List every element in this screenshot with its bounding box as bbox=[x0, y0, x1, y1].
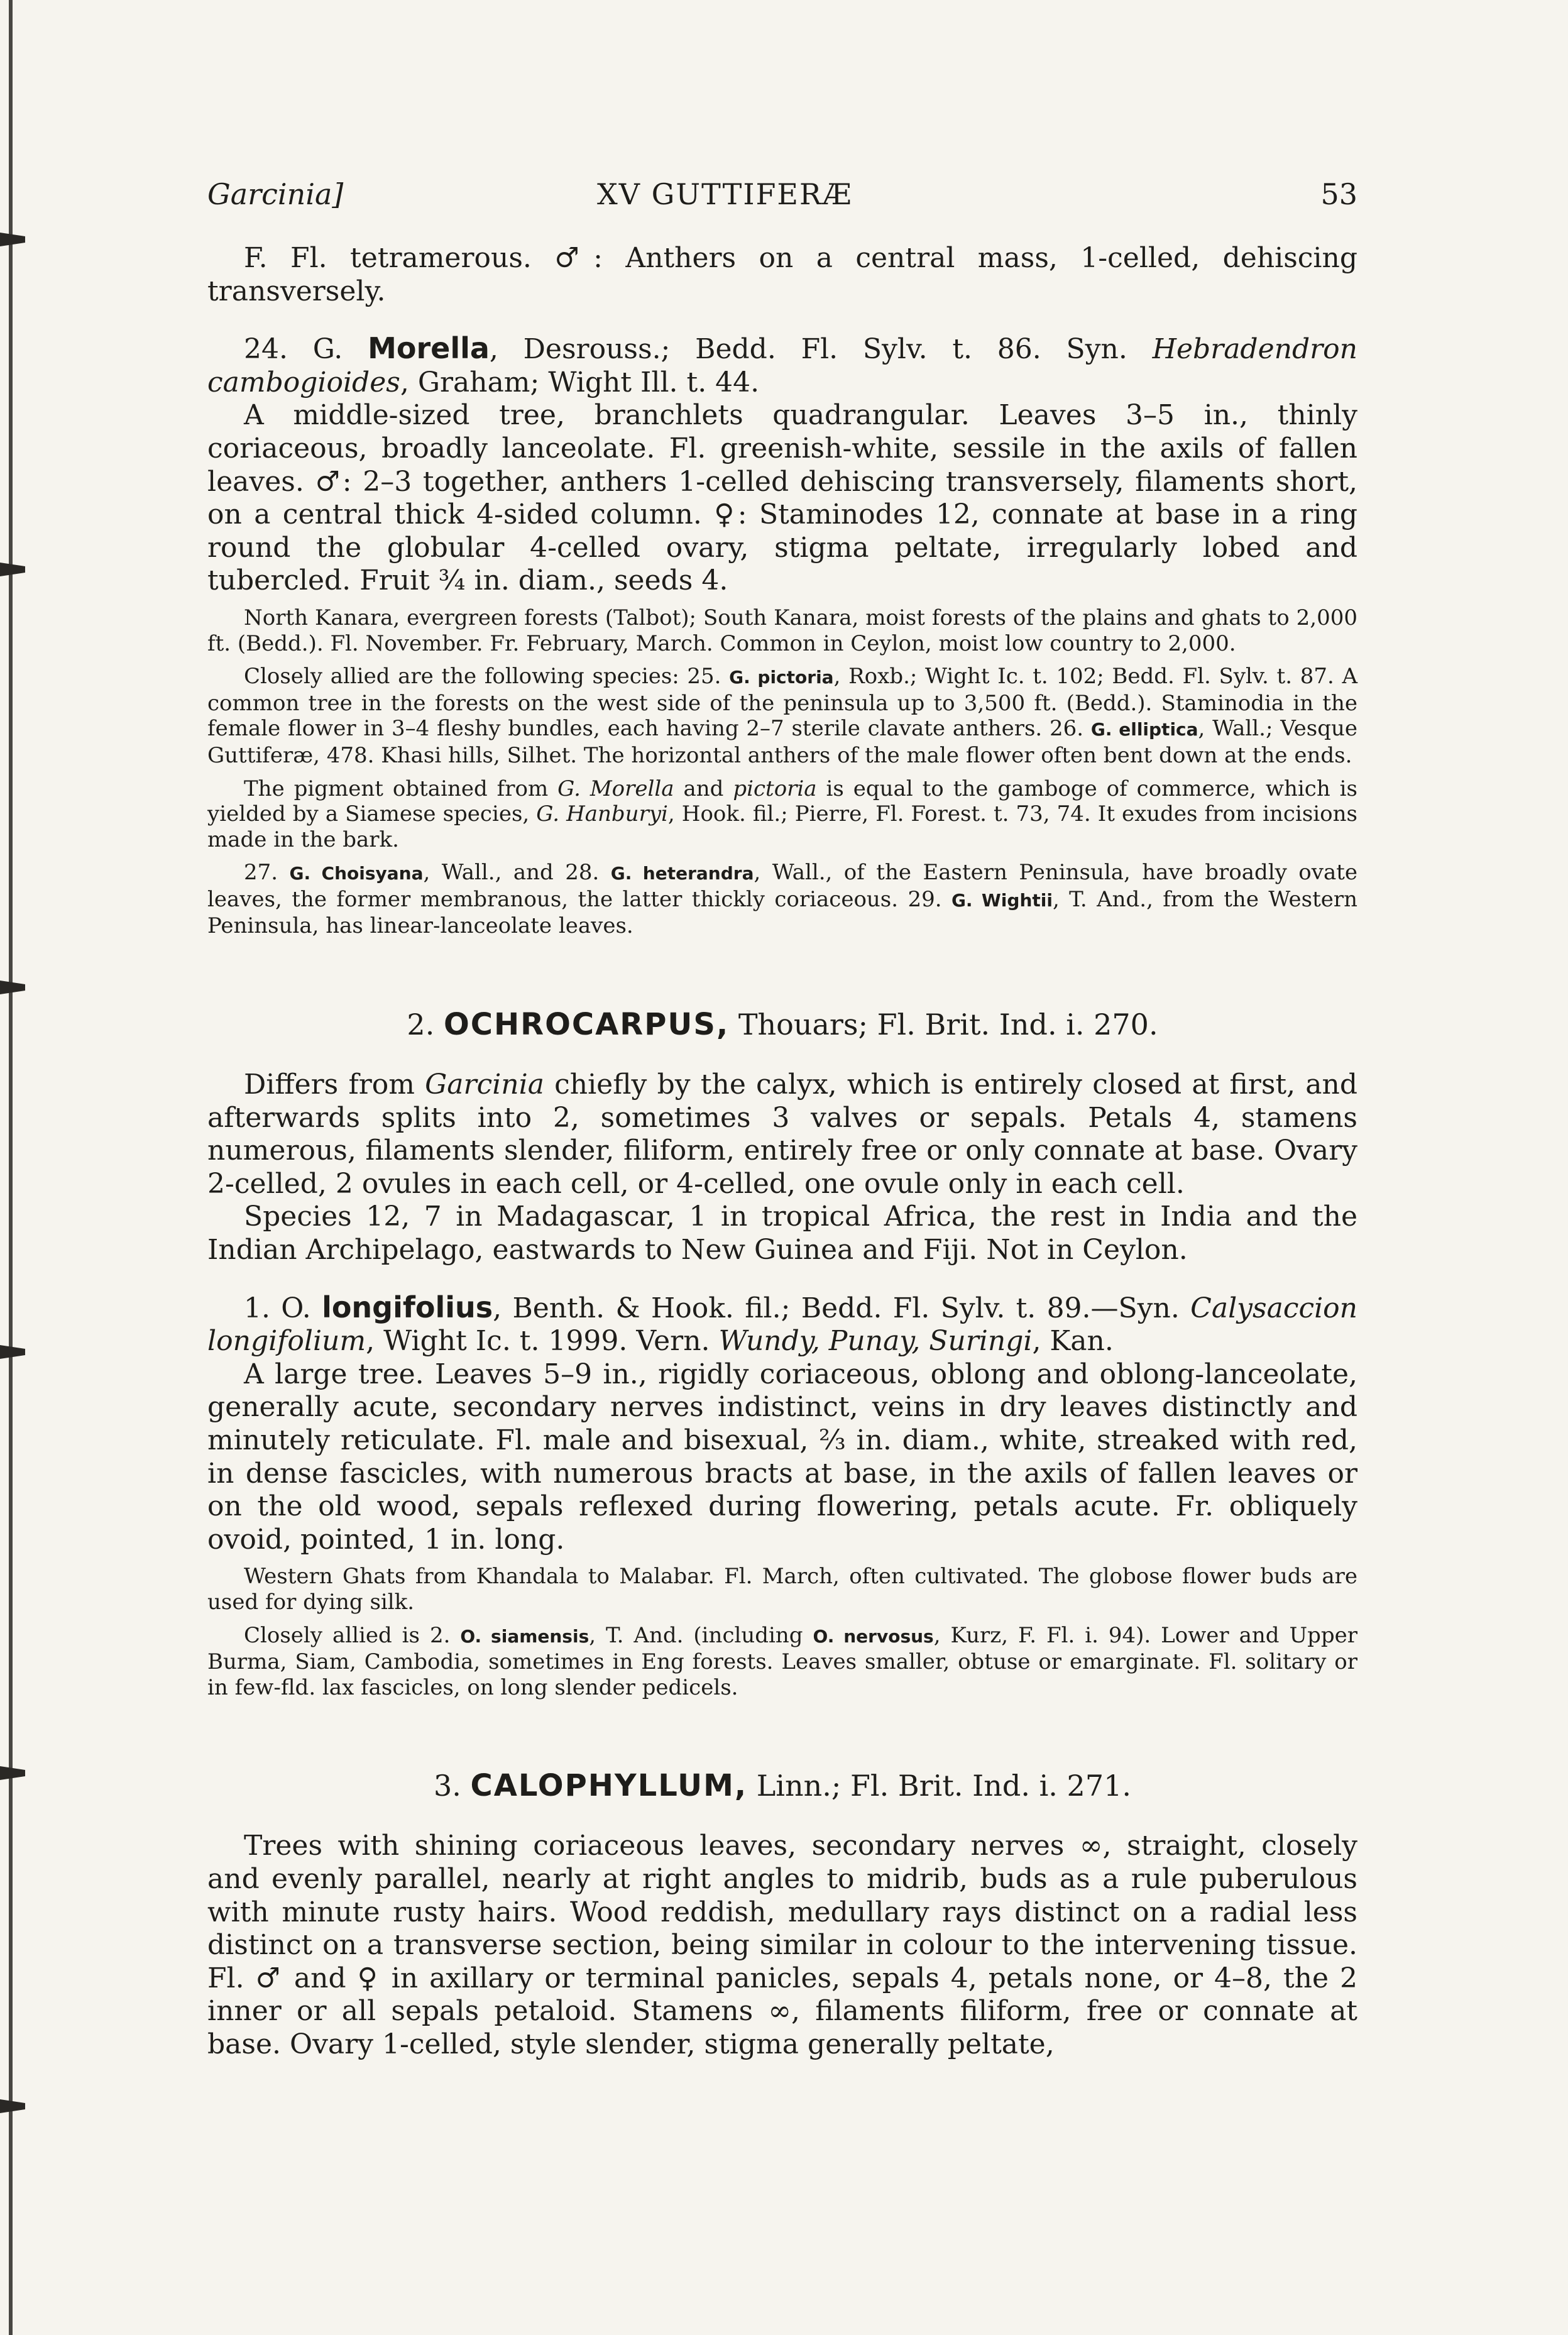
species-name: pictoria bbox=[733, 776, 817, 801]
binding-tab-mark bbox=[0, 563, 25, 576]
species-number: 1. O. bbox=[244, 1292, 311, 1324]
header-genus: Garcinia] bbox=[207, 177, 344, 211]
species-o-longifolius-heading bbox=[207, 1291, 1357, 1358]
species-name: longifolius bbox=[322, 1290, 493, 1324]
species-name: Morella bbox=[368, 331, 490, 366]
binding-tab-mark bbox=[0, 2099, 25, 2113]
note-text: , Hook. fil.; Pierre, Fl. Forest. t. 73, 74. It exudes from incisions made in the bark. bbox=[207, 801, 1357, 852]
binding-tab-mark bbox=[0, 981, 25, 994]
page-body bbox=[207, 242, 1357, 2062]
species-name: G. pictoria bbox=[729, 667, 834, 688]
note-text: , T. And. (including bbox=[589, 1622, 813, 1648]
genus-citation: Linn.; Fl. Brit. Ind. i. 271. bbox=[747, 1769, 1131, 1803]
species-name: G. Morella bbox=[557, 776, 674, 801]
species-citation: , Desrouss.; Bedd. Fl. Sylv. t. 86. Syn. bbox=[489, 333, 1153, 366]
vernacular-names: Wundy, Punay, Suringi bbox=[718, 1325, 1033, 1358]
species-name: O. siamensis bbox=[460, 1625, 589, 1647]
note-text: is equal to the gamboge of commerce, which is yielded by a Siamese species, bbox=[207, 776, 1357, 827]
garcinia-flower-note: F. Fl. tetramerous. ♂: Anthers on a central mass, 1-celled, dehiscing transversely. bbox=[207, 242, 1357, 307]
running-header bbox=[207, 177, 1357, 215]
binding-edge bbox=[9, 0, 13, 2335]
species-name: G. elliptica bbox=[1090, 719, 1198, 740]
page-number: 53 bbox=[1320, 177, 1357, 211]
species-citation: , Wight Ic. t. 1999. Vern. bbox=[366, 1325, 719, 1358]
genus-2-description bbox=[207, 1069, 1357, 1200]
genus-name: CALOPHYLLUM, bbox=[470, 1768, 748, 1804]
note-text: Closely allied is 2. bbox=[244, 1622, 461, 1648]
allied-species-note bbox=[207, 664, 1357, 768]
note-text: 27. bbox=[244, 860, 290, 886]
species-citation: , Benth. & Hook. fil.; Bedd. Fl. Sylv. t. 89.—Syn. bbox=[493, 1292, 1191, 1324]
genus-3-description: Trees with shining coriaceous leaves, secondary nerves ∞, straight, closely and evenly parallel, nearly at right angles to midrib, buds as a rule puberulous with minute rusty hairs. Wood reddish, medullary rays distinct on a radial less distinct on a transverse section, being similar in colour to the intervening tissue. Fl. ♂ and ♀ in axillary or terminal panicles, sepals 4, petals none, or 4–8, the 2 inner or all sepals petaloid. Stamens ∞, filaments filiform, free or connate at base. Ovary 1-celled, style slender, stigma generally peltate, bbox=[207, 1830, 1357, 2060]
species-name: O. nervosus bbox=[813, 1625, 934, 1647]
genus-reference: Garcinia bbox=[425, 1069, 544, 1101]
note-text: , Wall.; Vesque Guttiferæ, 478. Khasi hills, Silhet. The horizontal anthers of the male flower often bent down at the ends. bbox=[207, 716, 1357, 768]
note-text: , Kurz, F. Fl. i. 94). Lower and Upper Burma, Siam, Cambodia, sometimes in Eng forests. Leaves smaller, obtuse or emarginate. Fl. solitary or in few-fld. lax fascicles, on long slender pedicels. bbox=[207, 1622, 1358, 1700]
synonym: Hebradendron cambogioides bbox=[207, 333, 1357, 398]
desc-text: Differs from bbox=[244, 1069, 425, 1101]
ochrocarpus-allied-note bbox=[207, 1623, 1357, 1701]
binding-tab-mark bbox=[0, 1766, 25, 1780]
species-name: G. Choisyana bbox=[289, 863, 424, 884]
note-text: Closely allied are the following species: 25. bbox=[244, 664, 730, 690]
species-24-heading bbox=[207, 332, 1357, 399]
note-text: , Wall., of the Eastern Peninsula, have broadly ovate leaves, the former membranous, the latter thickly coriaceous. 29. bbox=[207, 860, 1358, 912]
species-o-longifolius-distribution: Western Ghats from Khandala to Malabar. Fl. March, often cultivated. The globose flower buds are used for dying silk. bbox=[207, 1564, 1357, 1615]
genus-2-heading bbox=[207, 1007, 1357, 1042]
genus-2-species-range: Species 12, 7 in Madagascar, 1 in tropical Africa, the rest in India and the Indian Archipelago, eastwards to New Guinea and Fiji. Not in Ceylon. bbox=[207, 1200, 1357, 1266]
note-text: The pigment obtained from bbox=[244, 776, 558, 801]
genus-number: 3. bbox=[434, 1769, 461, 1803]
note-text: , Roxb.; Wight Ic. t. 102; Bedd. Fl. Sylv. t. 87. A common tree in the forests on the west side of the peninsula up to 3,500 ft. (Bedd.). Staminodia in the female flower in 3–4 fleshy bundles, each having 2–7 sterile clavate anthers. 26. bbox=[207, 664, 1358, 742]
synonym: Calysaccion longifolium bbox=[207, 1292, 1357, 1358]
species-number: 24. G. bbox=[244, 333, 343, 366]
note-text: and bbox=[674, 776, 733, 801]
species-citation: , Kan. bbox=[1032, 1325, 1114, 1358]
species-name: G. heterandra bbox=[610, 863, 754, 884]
eastern-species-note bbox=[207, 860, 1357, 939]
header-family: XV GUTTIFERÆ bbox=[597, 177, 853, 211]
genus-citation: Thouars; Fl. Brit. Ind. i. 270. bbox=[729, 1008, 1158, 1042]
species-o-longifolius-description: A large tree. Leaves 5–9 in., rigidly coriaceous, oblong and oblong-lanceolate, generally acute, secondary nerves indistinct, veins in dry leaves distinctly and minutely reticulate. Fl. male and bisexual, ⅔ in. diam., white, streaked with red, in dense fascicles, with numerous bracts at base, in the axils of fallen leaves or on the old wood, sepals reflexed during flowering, petals acute. Fr. obliquely ovoid, pointed, 1 in. long. bbox=[207, 1358, 1357, 1556]
genus-number: 2. bbox=[407, 1008, 435, 1042]
note-text: , Wall., and 28. bbox=[423, 860, 611, 886]
pigment-note bbox=[207, 776, 1357, 853]
note-text: , T. And., from the Western Peninsula, has linear-lanceolate leaves. bbox=[207, 886, 1358, 939]
genus-name: OCHROCARPUS, bbox=[443, 1007, 730, 1043]
synonym-citation: , Graham; Wight Ill. t. 44. bbox=[400, 366, 760, 398]
binding-tab-mark bbox=[0, 1345, 25, 1359]
species-24-description: A middle-sized tree, branchlets quadrangular. Leaves 3–5 in., thinly coriaceous, broadly lanceolate. Fl. greenish-white, sessile in the axils of fallen leaves. ♂: 2–3 together, anthers 1-celled dehiscing transversely, filaments short, on a central thick 4-sided column. ♀: Staminodes 12, connate at base in a ring round the globular 4-celled ovary, stigma peltate, irregularly lobed and tubercled. Fruit ¾ in. diam., seeds 4. bbox=[207, 399, 1357, 597]
species-24-distribution: North Kanara, evergreen forests (Talbot); South Kanara, moist forests of the plains and ghats to 2,000 ft. (Bedd.). Fl. November. Fr. February, March. Common in Ceylon, moist low country to 2,000. bbox=[207, 605, 1357, 656]
desc-text: chiefly by the calyx, which is entirely closed at first, and afterwards splits into 2, sometimes 3 valves or sepals. Petals 4, stamens numerous, filaments slender, filiform, entirely free or only connate at base. Ovary 2-celled, 2 ovules in each cell, or 4-celled, one ovule only in each cell. bbox=[207, 1069, 1357, 1200]
species-name: G. Hanburyi bbox=[536, 801, 668, 827]
species-name: G. Wightii bbox=[951, 889, 1053, 911]
genus-3-heading bbox=[207, 1768, 1357, 1803]
binding-tab-mark bbox=[0, 233, 25, 246]
